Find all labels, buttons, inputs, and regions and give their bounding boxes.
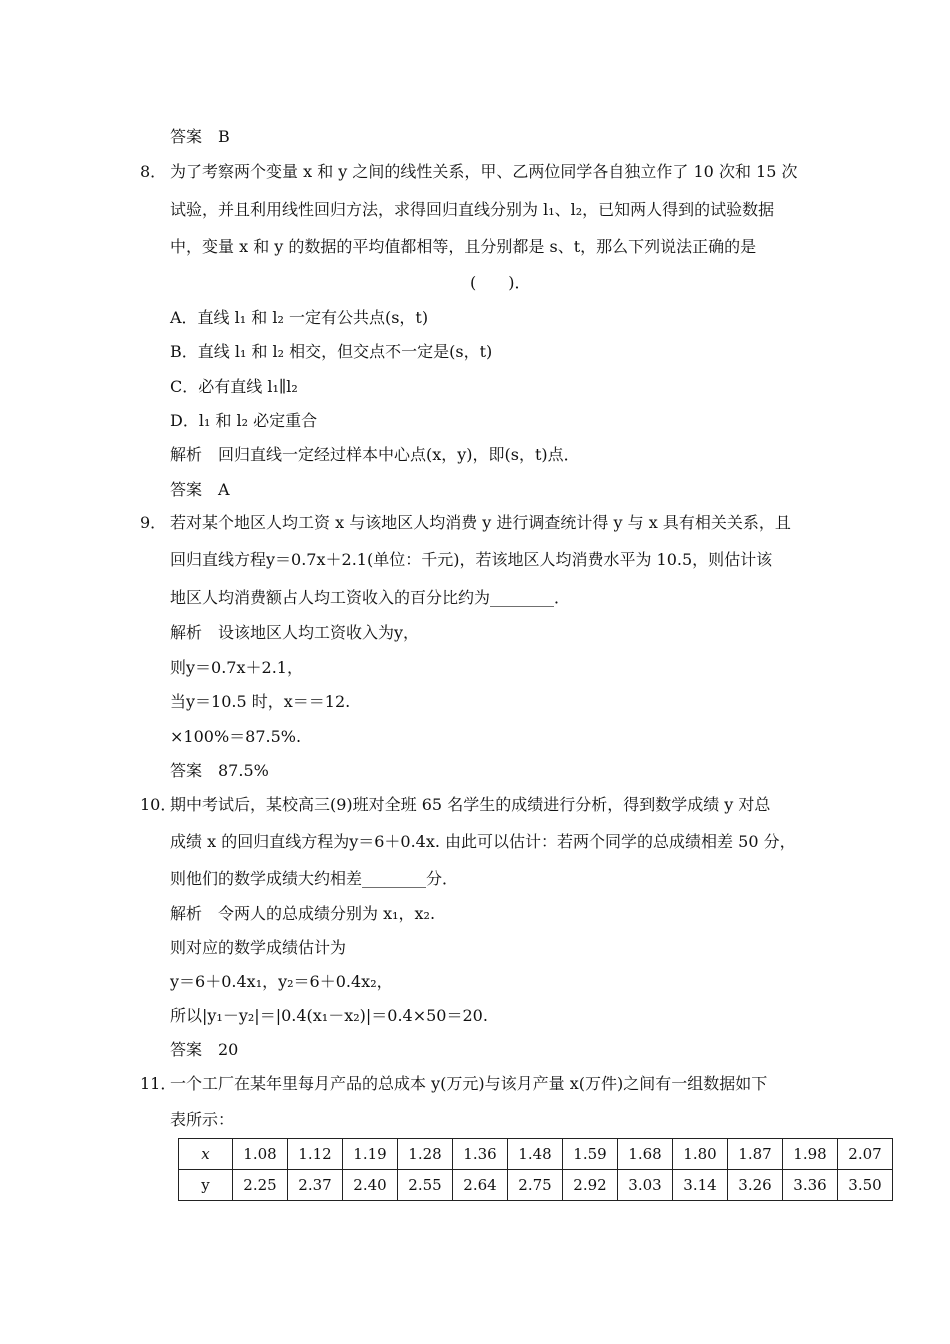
- table-cell: 3.26: [728, 1170, 783, 1201]
- question-9-line-1: 若对某个地区人均工资 x 与该地区人均消费 y 进行调查统计得 y 与 x 具有相关关系，且: [170, 513, 791, 532]
- option-d: D．l₁ 和 l₂ 必定重合: [170, 411, 318, 430]
- analysis-8: 解析 回归直线一定经过样本中心点(x，y)，即(s，t)点．: [170, 445, 580, 464]
- question-10-line-2: 成绩 x 的回归直线方程为y＝6＋0.4x. 由此可以估计：若两个同学的总成绩相差 50 分，: [170, 832, 796, 851]
- table-cell: 1.36: [453, 1139, 508, 1170]
- question-10-line-1: 期中考试后，某校高三(9)班对全班 65 名学生的成绩进行分析，得到数学成绩 y 对总: [170, 795, 771, 814]
- question-8-line-2: 试验，并且利用线性回归方法，求得回归直线分别为 l₁、l₂，已知两人得到的试验数据: [170, 200, 775, 219]
- answer-7: 答案 B: [170, 127, 230, 146]
- analysis-10-line-1: 解析 令两人的总成绩分别为 x₁，x₂.: [170, 904, 436, 923]
- table-cell: 1.80: [673, 1139, 728, 1170]
- analysis-10-line-3: y＝6＋0.4x₁，y₂＝6＋0.4x₂，: [170, 972, 393, 991]
- question-11-line-2: 表所示：: [170, 1110, 235, 1129]
- table-cell: y: [179, 1170, 233, 1201]
- table-cell: x: [179, 1139, 233, 1170]
- question-8-line-1: 为了考察两个变量 x 和 y 之间的线性关系，甲、乙两位同学各自独立作了 10 次和 15 次: [170, 162, 798, 181]
- table-cell: 2.55: [398, 1170, 453, 1201]
- analysis-10-line-2: 则对应的数学成绩估计为: [170, 938, 347, 957]
- table-cell: 3.14: [673, 1170, 728, 1201]
- table-row-x: [179, 1139, 893, 1170]
- table-cell: 2.25: [233, 1170, 288, 1201]
- table-cell: 2.37: [288, 1170, 343, 1201]
- table-cell: 1.28: [398, 1139, 453, 1170]
- table-cell: 1.19: [343, 1139, 398, 1170]
- option-a: A．直线 l₁ 和 l₂ 一定有公共点(s，t): [170, 308, 429, 327]
- table-cell: 2.07: [838, 1139, 893, 1170]
- answer-8: 答案 A: [170, 480, 230, 499]
- question-9-line-2: 回归直线方程y＝0.7x＋2.1(单位：千元)，若该地区人均消费水平为 10.5，则估计该: [170, 550, 773, 569]
- table-cell: 2.40: [343, 1170, 398, 1201]
- question-8-line-3: 中，变量 x 和 y 的数据的平均值都相等，且分别都是 s、t，那么下列说法正确的是: [170, 237, 757, 256]
- table-cell: 1.98: [783, 1139, 838, 1170]
- table-cell: 1.12: [288, 1139, 343, 1170]
- table-cell: 3.03: [618, 1170, 673, 1201]
- table-cell: 1.08: [233, 1139, 288, 1170]
- question-8-number: 8．: [140, 162, 167, 181]
- question-11-number: 11．: [140, 1074, 177, 1093]
- table-cell: 2.75: [508, 1170, 563, 1201]
- table-cell: 2.92: [563, 1170, 618, 1201]
- table-cell: 3.50: [838, 1170, 893, 1201]
- analysis-9-line-2: 则y＝0.7x＋2.1，: [170, 658, 303, 677]
- question-10-number: 10．: [140, 795, 177, 814]
- question-9-line-3: 地区人均消费额占人均工资收入的百分比约为________．: [170, 588, 571, 607]
- table-cell: 1.59: [563, 1139, 618, 1170]
- table-cell: 1.68: [618, 1139, 673, 1170]
- table-row-y: [179, 1170, 893, 1201]
- table-cell: 1.48: [508, 1139, 563, 1170]
- answer-9: 答案 87.5%: [170, 761, 269, 780]
- analysis-9-line-4: ×100%＝87.5%.: [170, 727, 302, 746]
- table-cell: 1.87: [728, 1139, 783, 1170]
- question-9-number: 9．: [140, 513, 167, 532]
- option-c: C．必有直线 l₁∥l₂: [170, 377, 298, 396]
- answer-10: 答案 20: [170, 1040, 239, 1059]
- data-table: [178, 1138, 893, 1201]
- question-8-bracket: ( )．: [470, 273, 531, 292]
- option-b: B．直线 l₁ 和 l₂ 相交，但交点不一定是(s，t): [170, 342, 493, 361]
- analysis-9-line-3: 当y＝10.5 时，x＝＝12.: [170, 692, 351, 711]
- analysis-10-line-4: 所以|y₁－y₂|＝|0.4(x₁－x₂)|＝0.4×50＝20.: [170, 1006, 488, 1025]
- table-cell: 3.36: [783, 1170, 838, 1201]
- analysis-9-line-1: 解析 设该地区人均工资收入为y，: [170, 623, 420, 642]
- table-cell: 2.64: [453, 1170, 508, 1201]
- question-10-line-3: 则他们的数学成绩大约相差________分．: [170, 869, 459, 888]
- question-11-line-1: 一个工厂在某年里每月产品的总成本 y(万元)与该月产量 x(万件)之间有一组数据如下: [170, 1074, 768, 1093]
